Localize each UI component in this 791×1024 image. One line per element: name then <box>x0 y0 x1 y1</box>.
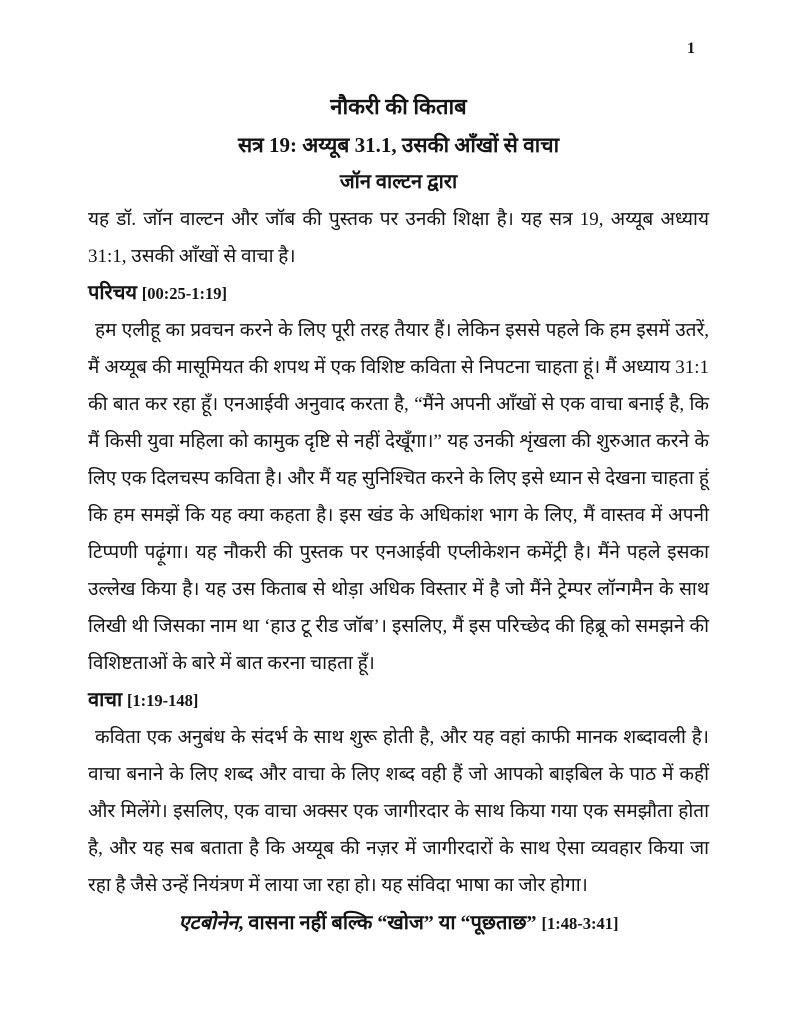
session-subtitle: सत्र 19: अय्यूब 31.1, उसकी आँखों से वाचा <box>237 133 560 157</box>
section-heading-text: परिचय <box>88 282 138 304</box>
section-heading-term: एटबोनेन <box>178 912 239 934</box>
section-heading-text: वाचा <box>88 689 123 711</box>
title-block <box>88 88 709 201</box>
document-title: नौकरी की किताब <box>330 94 467 119</box>
section-heading-covenant <box>88 682 709 719</box>
section-heading-rest: , वासना नहीं बल्कि “खोज” या “पूछताछ” <box>238 912 542 934</box>
byline: जॉन वाल्टन द्वारा <box>339 171 458 193</box>
section-intro-paragraph: हम एलीहू का प्रवचन करने के लिए पूरी तरह तैयार हैं। लेकिन इससे पहले कि हम इसमें उतरें, मैं अय्यूब की मासूमियत की शपथ में एक विशिष्ट कविता से निपटना चाहता हूं। मैं अध्याय 31:1 की बात कर रहा हूँ। एनआईवी अनुवाद करता है, “मैंने अपनी आँखों से एक वाचा बनाई है, कि मैं किसी युवा महिला को कामुक दृष्टि से नहीं देखूँगा।” यह उनकी शृंखला की शुरुआत करने के लिए एक दिलचस्प कविता है। और मैं यह सुनिश्चित करने के लिए इसे ध्यान से देखना चाहता हूं कि हम समझें कि यह क्या कहता है। इस खंड के अधिकांश भाग के लिए, मैं वास्तव में अपनी टिप्पणी पढ़ूंगा। यह नौकरी की पुस्तक पर एनआईवी एप्लीकेशन कमेंट्री है। मैंने पहले इसका उल्लेख किया है। यह उस किताब से थोड़ा अधिक विस्तार में है जो मैंने ट्रेम्पर लॉन्गमैन के साथ लिखी थी जिसका नाम था ‘हाउ टू रीड जॉब’। इसलिए, मैं इस परिच्छेद की हिब्रू को समझने की विशिष्टताओं के बारे में बात करना चाहता हूँ। <box>88 320 709 674</box>
intro-paragraph: यह डॉ. जॉन वाल्टन और जॉब की पुस्तक पर उनकी शिक्षा है। यह सत्र 19, अय्यूब अध्याय 31:1, उसकी आँखों से वाचा है। <box>88 209 709 267</box>
section-timestamp: [00:25-1:19] <box>141 284 228 303</box>
section-timestamp: [1:48-3:41] <box>541 914 619 933</box>
section-covenant-paragraph: कविता एक अनुबंध के संदर्भ के साथ शुरू होती है, और यह वहां काफी मानक शब्दावली है। वाचा बनाने के लिए शब्द और वाचा के लिए शब्द वही हैं जो आपको बाइबिल के पाठ में कहीं और मिलेंगे। इसलिए, एक वाचा अक्सर एक जागीरदार के साथ किया गया एक समझौता होता है, और यह सब बताता है कि अय्यूब की नज़र में जागीरदारों के साथ ऐसा व्यवहार किया जा रहा है जैसे उन्हें नियंत्रण में लाया जा रहा हो। यह संविदा भाषा का जोर होगा। <box>88 727 709 896</box>
section-timestamp: [1:19-148] <box>126 691 199 710</box>
section-heading-intro <box>88 275 709 312</box>
page-number: 1 <box>687 40 695 57</box>
section-heading-etbonen <box>88 905 709 942</box>
